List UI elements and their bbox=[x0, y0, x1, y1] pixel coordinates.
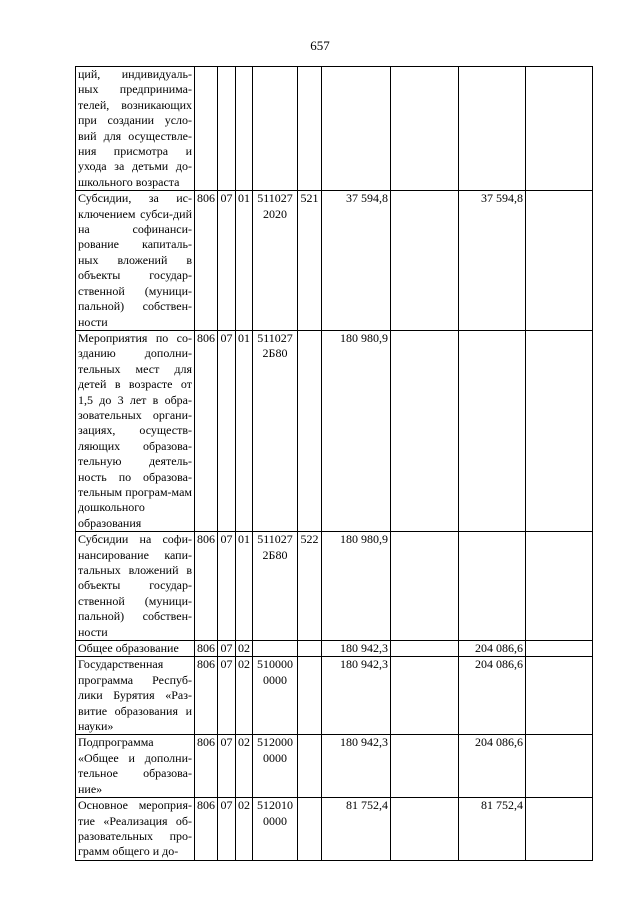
pr-cell: 01 bbox=[236, 191, 253, 331]
ved-cell: 806 bbox=[195, 641, 218, 657]
sum-cell-4 bbox=[526, 191, 593, 331]
vr-cell: 522 bbox=[298, 532, 322, 641]
table-row bbox=[76, 735, 593, 798]
sum-cell-3: 204 086,6 bbox=[459, 641, 526, 657]
vr-cell bbox=[298, 657, 322, 735]
sum-cell-2 bbox=[391, 641, 459, 657]
rz-cell: 07 bbox=[218, 641, 236, 657]
row-name: ций, индивидуаль-ных предпринима-телей, возникающих при создании усло-вий для осуществле-ния присмотра и ухода за детьми до-школьного возраста bbox=[76, 67, 195, 191]
sum-cell-2 bbox=[391, 657, 459, 735]
row-name: Государственная программа Респуб-лики Бурятия «Раз-витие образования и науки» bbox=[76, 657, 195, 735]
row-name: Подпрограмма «Общее и дополни-тельное образова-ние» bbox=[76, 735, 195, 798]
sum-cell-1: 81 752,4 bbox=[322, 798, 391, 861]
sum-cell-4 bbox=[526, 330, 593, 531]
ved-cell: 806 bbox=[195, 532, 218, 641]
sum-cell-1: 180 942,3 bbox=[322, 657, 391, 735]
ved-cell bbox=[195, 67, 218, 191]
pr-cell bbox=[236, 67, 253, 191]
sum-cell-1: 180 980,9 bbox=[322, 532, 391, 641]
vr-cell bbox=[298, 67, 322, 191]
ved-cell: 806 bbox=[195, 735, 218, 798]
sum-cell-3: 204 086,6 bbox=[459, 657, 526, 735]
vr-cell bbox=[298, 735, 322, 798]
ved-cell: 806 bbox=[195, 330, 218, 531]
table-row bbox=[76, 532, 593, 641]
rz-cell: 07 bbox=[218, 657, 236, 735]
rz-cell: 07 bbox=[218, 330, 236, 531]
sum-cell-3 bbox=[459, 330, 526, 531]
pr-cell: 02 bbox=[236, 641, 253, 657]
sum-cell-1 bbox=[322, 67, 391, 191]
sum-cell-4 bbox=[526, 67, 593, 191]
table-row bbox=[76, 641, 593, 657]
sum-cell-4 bbox=[526, 798, 593, 861]
sum-cell-2 bbox=[391, 191, 459, 331]
sum-cell-1: 180 980,9 bbox=[322, 330, 391, 531]
sum-cell-3: 204 086,6 bbox=[459, 735, 526, 798]
table-row bbox=[76, 657, 593, 735]
rz-cell: 07 bbox=[218, 191, 236, 331]
sum-cell-2 bbox=[391, 798, 459, 861]
rz-cell bbox=[218, 67, 236, 191]
row-name: Субсидии, за ис-ключением субси-дий на софинанси-рование капиталь-ных вложений в объекты государ-ственной (муници-пальной) собствен-ности bbox=[76, 191, 195, 331]
table-row bbox=[76, 798, 593, 861]
sum-cell-3 bbox=[459, 532, 526, 641]
vr-cell: 521 bbox=[298, 191, 322, 331]
table-row bbox=[76, 67, 593, 191]
csr-cell: 511027 2Б80 bbox=[253, 330, 298, 531]
sum-cell-2 bbox=[391, 330, 459, 531]
sum-cell-1: 180 942,3 bbox=[322, 735, 391, 798]
vr-cell bbox=[298, 641, 322, 657]
ved-cell: 806 bbox=[195, 798, 218, 861]
pr-cell: 02 bbox=[236, 735, 253, 798]
sum-cell-2 bbox=[391, 735, 459, 798]
csr-cell bbox=[253, 67, 298, 191]
sum-cell-4 bbox=[526, 641, 593, 657]
vr-cell bbox=[298, 798, 322, 861]
sum-cell-2 bbox=[391, 67, 459, 191]
rz-cell: 07 bbox=[218, 532, 236, 641]
sum-cell-2 bbox=[391, 532, 459, 641]
page-number: 657 bbox=[310, 38, 330, 53]
sum-cell-4 bbox=[526, 657, 593, 735]
row-name: Субсидии на софи-нансирование капи-тальных вложений в объекты государ-ственной (муници-пальной) собствен-ности bbox=[76, 532, 195, 641]
row-name: Мероприятия по со-зданию дополни-тельных мест для детей в возрасте от 1,5 до 3 лет в обра-зовательных органи-зациях, осуществ-ляющих образова-тельную деятель-ность по образова-тельным програм-мам дошкольного образования bbox=[76, 330, 195, 531]
ved-cell: 806 bbox=[195, 657, 218, 735]
ved-cell: 806 bbox=[195, 191, 218, 331]
csr-cell: 511027 2Б80 bbox=[253, 532, 298, 641]
row-name: Общее образование bbox=[76, 641, 195, 657]
sum-cell-3: 37 594,8 bbox=[459, 191, 526, 331]
pr-cell: 01 bbox=[236, 330, 253, 531]
sum-cell-1: 180 942,3 bbox=[322, 641, 391, 657]
sum-cell-4 bbox=[526, 735, 593, 798]
sum-cell-3: 81 752,4 bbox=[459, 798, 526, 861]
csr-cell bbox=[253, 641, 298, 657]
pr-cell: 01 bbox=[236, 532, 253, 641]
csr-cell: 512010 0000 bbox=[253, 798, 298, 861]
budget-table bbox=[75, 66, 593, 861]
pr-cell: 02 bbox=[236, 798, 253, 861]
csr-cell: 510000 0000 bbox=[253, 657, 298, 735]
row-name: Основное мероприя-тие «Реализация об-разовательных про-грамм общего и до- bbox=[76, 798, 195, 861]
table-row bbox=[76, 191, 593, 331]
vr-cell bbox=[298, 330, 322, 531]
pr-cell: 02 bbox=[236, 657, 253, 735]
csr-cell: 511027 2020 bbox=[253, 191, 298, 331]
csr-cell: 512000 0000 bbox=[253, 735, 298, 798]
table-row bbox=[76, 330, 593, 531]
rz-cell: 07 bbox=[218, 735, 236, 798]
rz-cell: 07 bbox=[218, 798, 236, 861]
sum-cell-4 bbox=[526, 532, 593, 641]
sum-cell-3 bbox=[459, 67, 526, 191]
sum-cell-1: 37 594,8 bbox=[322, 191, 391, 331]
table-body bbox=[76, 67, 593, 861]
